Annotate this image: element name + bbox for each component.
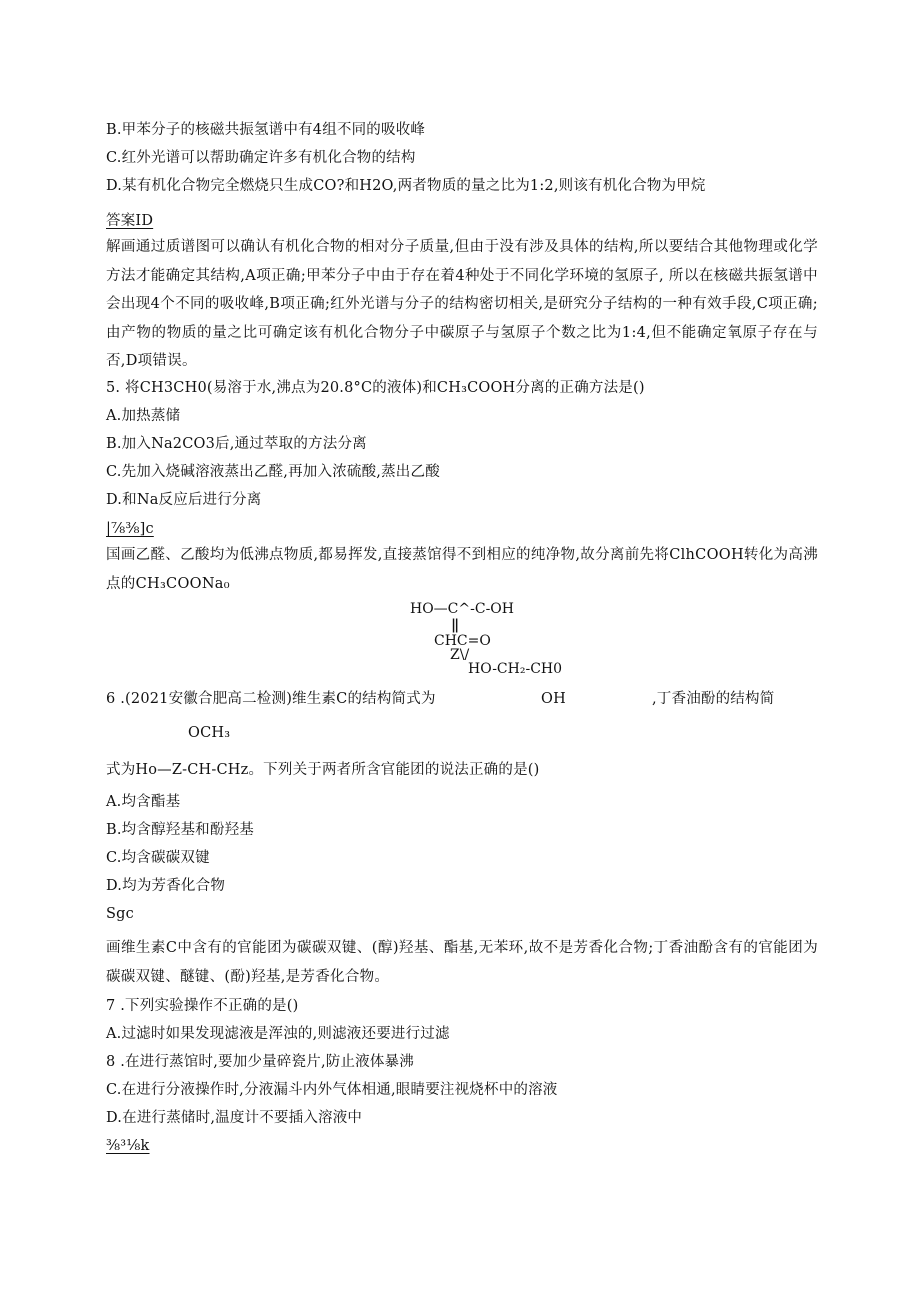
q5-answer: |⅞⅜]c [106, 521, 154, 537]
structure-double-bond: || [451, 617, 458, 633]
q5-stem: 5. 将CH3CH0(易溶于水,沸点为20.8°C的液体)和CH₃COOH分离的正确方法是() [106, 380, 645, 396]
q7-option-d: D.在进行蒸储时,温度计不要插入溶液中 [106, 1110, 363, 1126]
q7-stem: 7 .下列实验操作不正确的是() [106, 998, 299, 1014]
q6-option-b: B.均含醇羟基和酚羟基 [106, 822, 254, 838]
q6-answer: Sgc [106, 906, 134, 922]
structure-row-1: HO—C^-C-OH [410, 601, 514, 617]
q6-stem-part-b: ,丁香油酚的结构简 [652, 691, 775, 707]
q6-oh-label: OH [541, 691, 566, 707]
q7-option-a: A.过滤时如果发现滤液是浑浊的,则滤液还要进行过滤 [106, 1026, 450, 1042]
q7-option-c: C.在进行分液操作时,分液漏斗内外气体相通,眼睛要注视烧杯中的溶液 [106, 1082, 558, 1098]
q5-option-d: D.和Na反应后进行分离 [106, 492, 262, 508]
q6-option-a: A.均含酯基 [106, 794, 181, 810]
q4-answer: 答案ID [106, 213, 154, 229]
q5-option-c: C.先加入烧碱溶液蒸出乙醛,再加入浓硫酸,蒸出乙酸 [106, 464, 440, 480]
q4-option-d: D.某有机化合物完全燃烧只生成CO?和H2O,两者物质的量之比为1:2,则该有机化合物为甲烷 [106, 178, 706, 194]
q7-option-b: 8 .在进行蒸馆时,要加少量碎瓷片,防止液体暴沸 [106, 1054, 414, 1070]
q5-option-a: A.加热蒸储 [106, 408, 181, 424]
q6-option-d: D.均为芳香化合物 [106, 878, 226, 894]
q6-och3-label: OCH₃ [188, 725, 231, 741]
q7-answer: ⅜³⅛k [106, 1138, 150, 1154]
structure-row-2: CHC=O [434, 633, 491, 649]
q6-explanation: 画维生素C中含有的官能团为碳碳双键、(醇)羟基、酯基,无苯环,故不是芳香化合物;丁香油酚含有的官能团为碳碳双键、醚键、(酚)羟基,是芳香化合物。 [106, 940, 818, 985]
q6-option-c: C.均含碳碳双键 [106, 850, 210, 866]
q4-option-c: C.红外光谱可以帮助确定许多有机化合物的结构 [106, 150, 416, 166]
structure-row-3: Z\/ [450, 647, 470, 663]
structure-row-4: HO-CH₂-CH0 [468, 661, 563, 677]
q6-stem-part-a: 6 .(2021安徽合肥高二检测)维生素C的结构简式为 [106, 691, 436, 707]
q5-option-b: B.加入Na2CO3后,通过萃取的方法分离 [106, 436, 367, 452]
q5-explanation: 国画乙醛、乙酸均为低沸点物质,都易挥发,直接蒸馆得不到相应的纯净物,故分离前先将ClhCOOH转化为高沸点的CH₃COONa₀ [106, 547, 818, 592]
q4-explanation: 解画通过质谱图可以确认有机化合物的相对分子质量,但由于没有涉及具体的结构,所以要结合其他物理或化学方法才能确定其结构,A项正确;甲苯分子中由于存在着4种处于不同化学环境的氢原子, 所以在核磁共振氢谱中会出现4个不同的吸收峰,B项正确;红外光谱与分子的结构密切相关,是研究分子结构的一种有效手段,C项正确;由产物的物质的量之比可确定该有机化合物分子中碳原子与氢原子个数之比为1:4,但不能确定氧原子存在与否,D项错误。 [106, 239, 818, 370]
q6-stem-part-c: 式为Ho—Z-CH-CHz。下列关于两者所含官能团的说法正确的是() [106, 762, 540, 778]
q4-option-b: B.甲苯分子的核磁共振氢谱中有4组不同的吸收峰 [106, 122, 426, 138]
